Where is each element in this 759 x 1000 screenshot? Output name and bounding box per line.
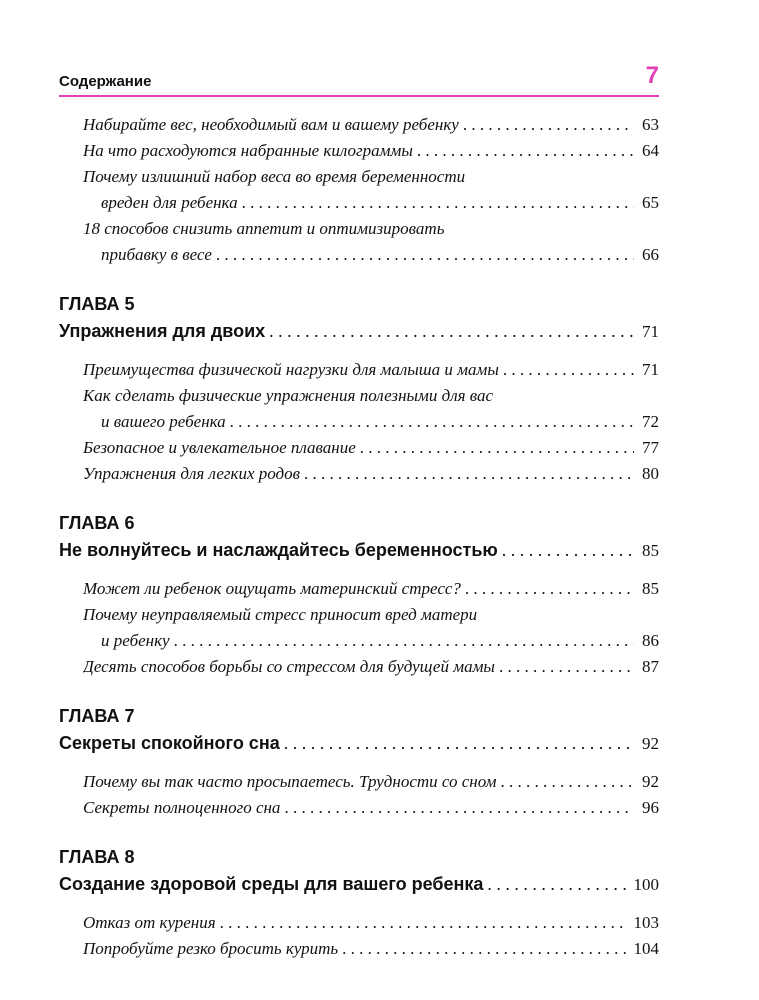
leader-dots (417, 138, 634, 164)
entry-page: 65 (642, 193, 659, 212)
entry-title: прибавку в весе (101, 245, 212, 264)
toc-entry (83, 628, 659, 654)
entry-page: 80 (642, 464, 659, 483)
top-sections (59, 112, 659, 268)
toc-entry (83, 795, 659, 821)
entry-title: Почему вы так часто просыпаетесь. Трудности со сном (83, 772, 497, 791)
entry-title: Набирайте вес, необходимый вам и вашему ребенку (83, 115, 459, 134)
chapter-label: ГЛАВА 5 (59, 294, 135, 314)
entry-title: Преимущества физической нагрузки для малыша и мамы (83, 360, 499, 379)
toc-entry (83, 138, 659, 164)
chapter-label: ГЛАВА 6 (59, 513, 135, 533)
chapter-title-entry (59, 869, 659, 900)
entry-page: 96 (642, 798, 659, 817)
toc-entry (83, 576, 659, 602)
toc-entry (83, 435, 659, 461)
toc-entry (83, 910, 659, 936)
chapter-sections (59, 576, 659, 680)
entry-page: 64 (642, 141, 659, 160)
toc-entry (83, 936, 659, 962)
leader-dots (242, 190, 634, 216)
toc-entry (83, 112, 659, 138)
running-header-title: Содержание (59, 73, 152, 90)
entry-page: 66 (642, 245, 659, 264)
leader-dots (342, 936, 625, 962)
entry-page: 63 (642, 115, 659, 134)
chapter-8 (59, 845, 659, 962)
entry-title-line1: Как сделать физические упражнения полезными для вас (83, 386, 494, 405)
leader-dots (230, 409, 634, 435)
leader-dots (503, 357, 634, 383)
entry-title: и вашего ребенка (101, 412, 226, 431)
leader-dots (304, 461, 634, 487)
toc-entry (83, 654, 659, 680)
leader-dots (269, 316, 634, 346)
leader-dots (216, 242, 634, 268)
leader-dots (500, 769, 634, 795)
chapter-sections (59, 769, 659, 821)
leader-dots (499, 654, 634, 680)
leader-dots (284, 728, 634, 758)
header-rule (59, 95, 659, 97)
leader-dots (502, 535, 634, 565)
entry-page: 103 (633, 913, 659, 932)
chapter-page: 92 (642, 734, 659, 753)
chapter-label: ГЛАВА 8 (59, 847, 135, 867)
toc-entry (83, 242, 659, 268)
entry-title-line1: Почему неуправляемый стресс приносит вред матери (83, 605, 478, 624)
entry-page: 77 (642, 438, 659, 457)
chapter-sections (59, 357, 659, 487)
chapter-title: Создание здоровой среды для вашего ребенка (59, 874, 484, 894)
chapter-page: 85 (642, 541, 659, 560)
entry-title: вреден для ребенка (101, 193, 238, 212)
entry-title-line1: 18 способов снизить аппетит и оптимизировать (83, 219, 445, 238)
chapter-5 (59, 292, 659, 487)
entry-title: Десять способов борьбы со стрессом для будущей мамы (83, 657, 495, 676)
leader-dots (360, 435, 634, 461)
entry-title: Упражнения для легких родов (83, 464, 301, 483)
chapter-7 (59, 704, 659, 821)
toc-entry (83, 357, 659, 383)
leader-dots (284, 795, 634, 821)
entry-page: 86 (642, 631, 659, 650)
entry-title: Отказ от курения (83, 913, 216, 932)
chapter-page: 71 (642, 322, 659, 341)
leader-dots (465, 576, 634, 602)
entry-title: На что расходуются набранные килограммы (83, 141, 413, 160)
leader-dots (487, 869, 625, 899)
chapter-title: Не волнуйтесь и наслаждайтесь беременностью (59, 540, 498, 560)
page-number: 7 (645, 62, 659, 89)
entry-title-line1: Почему излишний набор веса во время беременности (83, 167, 466, 186)
table-of-contents (59, 112, 659, 962)
chapter-title-entry (59, 316, 659, 347)
chapter-title: Упражнения для двоих (59, 321, 266, 341)
chapter-title-entry (59, 535, 659, 566)
entry-title: Безопасное и увлекательное плавание (83, 438, 356, 457)
entry-page: 104 (633, 939, 659, 958)
entry-page: 92 (642, 772, 659, 791)
entry-title: Секреты полноценного сна (83, 798, 281, 817)
entry-page: 85 (642, 579, 659, 598)
chapter-page: 100 (633, 875, 659, 894)
chapter-title-entry (59, 728, 659, 759)
entry-page: 71 (642, 360, 659, 379)
leader-dots (220, 910, 626, 936)
leader-dots (174, 628, 634, 654)
toc-entry (83, 461, 659, 487)
entry-title: Может ли ребенок ощущать материнский стресс? (83, 579, 461, 598)
chapter-6 (59, 511, 659, 680)
toc-entry (83, 409, 659, 435)
entry-page: 72 (642, 412, 659, 431)
entry-page: 87 (642, 657, 659, 676)
leader-dots (463, 112, 634, 138)
chapter-sections (59, 910, 659, 962)
entry-title: Попробуйте резко бросить курить (83, 939, 339, 958)
chapter-label: ГЛАВА 7 (59, 706, 135, 726)
entry-title: и ребенку (101, 631, 170, 650)
chapter-title: Секреты спокойного сна (59, 733, 280, 753)
toc-entry (83, 190, 659, 216)
toc-entry (83, 769, 659, 795)
